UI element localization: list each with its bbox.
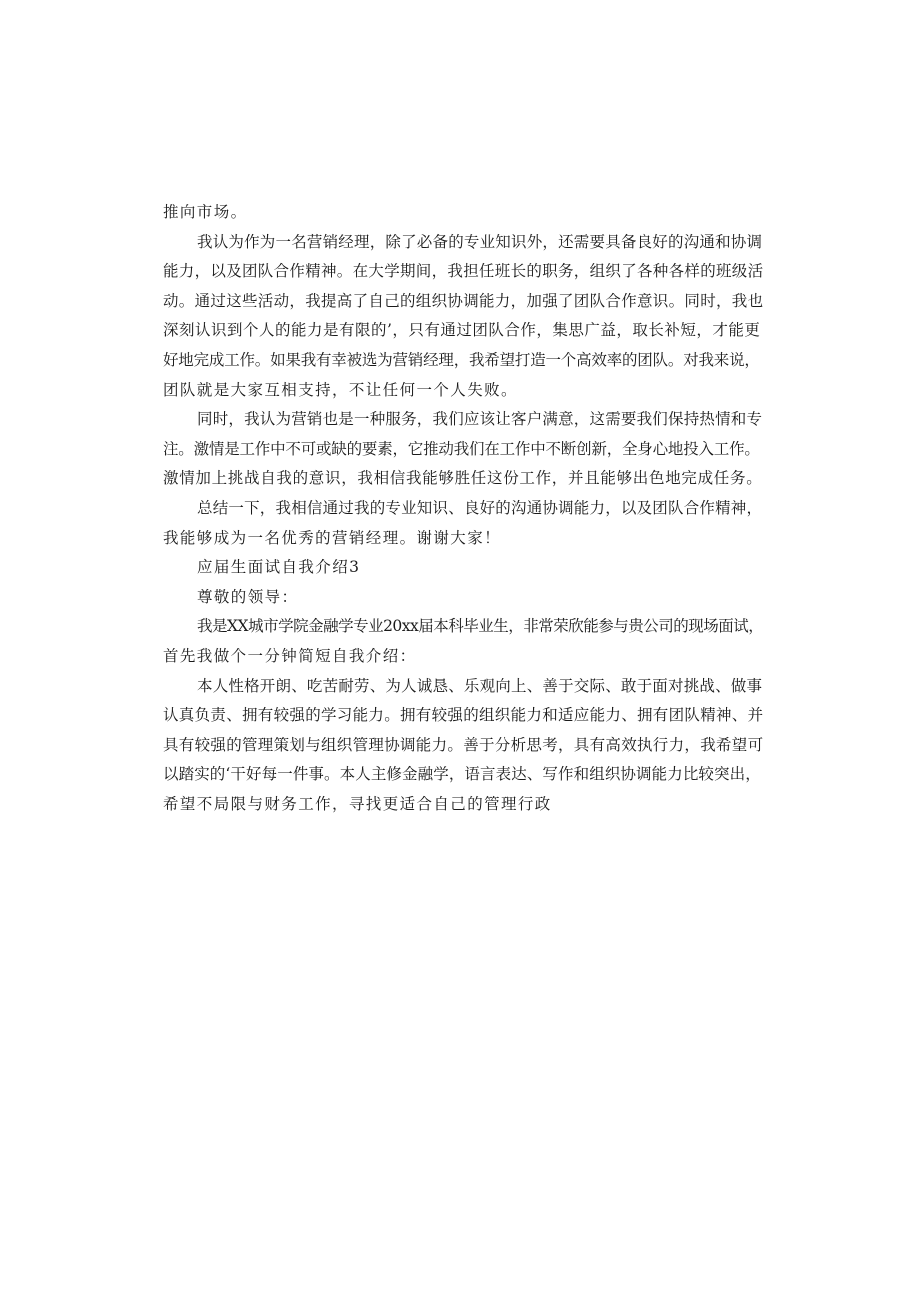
text-line: 我能够成为一名优秀的营销经理。谢谢大家！: [163, 528, 502, 547]
text-line: 动。通过这些活动，我提高了自己的组织协调能力，加强了团队合作意识。同时，我也: [163, 291, 764, 310]
text-line: 以踏实的‘干好每一件事。本人主修金融学，语言表达、写作和组织协调能力比较突出，: [163, 765, 761, 784]
text-line: 同时，我认为营销也是一种服务，我们应该让客户满意，这需要我们保持热情和专: [197, 410, 763, 429]
text-line: 本人性格开朗、吃苦耐劳、为人诚恳、乐观向上、善于交际、敢于面对挑战、做事: [197, 676, 763, 695]
text-line: 具有较强的管理策划与组织管理协调能力。善于分析思考，具有高效执行力，我希望可: [163, 735, 764, 754]
text-line: 能力，以及团队合作精神。在大学期间，我担任班长的职务，组织了各种各样的班级活: [163, 262, 764, 281]
text-line: 希望不局限与财务工作，寻找更适合自己的管理行政: [163, 794, 552, 813]
text-line: 认真负责、拥有较强的学习能力。拥有较强的组织能力和适应能力、拥有团队精神、并: [163, 706, 764, 725]
text-line: 好地完成工作。如果我有幸被选为营销经理，我希望打造一个高效率的团队。对我来说，: [163, 350, 760, 369]
text-line: 首先我做个一分钟简短自我介绍：: [163, 646, 417, 665]
salutation: 尊敬的领导：: [197, 587, 299, 606]
text-line: 总结一下，我相信通过我的专业知识、良好的沟通协调能力，以及团队合作精神，: [197, 498, 763, 517]
section-heading: 应届生面试自我介绍3: [197, 558, 361, 577]
text-line: 我认为作为一名营销经理，除了必备的专业知识外，还需要具备良好的沟通和协调: [197, 232, 763, 251]
text-line: 我是XX城市学院金融学专业20xx届本科毕业生，非常荣欣能参与贵公司的现场面试，: [197, 617, 764, 636]
text-line: 注。激情是工作中不可或缺的要素，它推动我们在工作中不断创新，全身心地投入工作。: [163, 439, 760, 458]
document-body: [163, 198, 763, 819]
text-line: 激情加上挑战自我的意识，我相信我能够胜任这份工作，并且能够出色地完成任务。: [163, 469, 763, 488]
text-line: 推向市场。: [163, 203, 248, 221]
text-line: 团队就是大家互相支持，不让任何一个人失败。: [163, 380, 518, 399]
text-line: 深刻认识到个人的能力是有限的’，只有通过团队合作，集思广益，取长补短，才能更: [163, 321, 761, 340]
